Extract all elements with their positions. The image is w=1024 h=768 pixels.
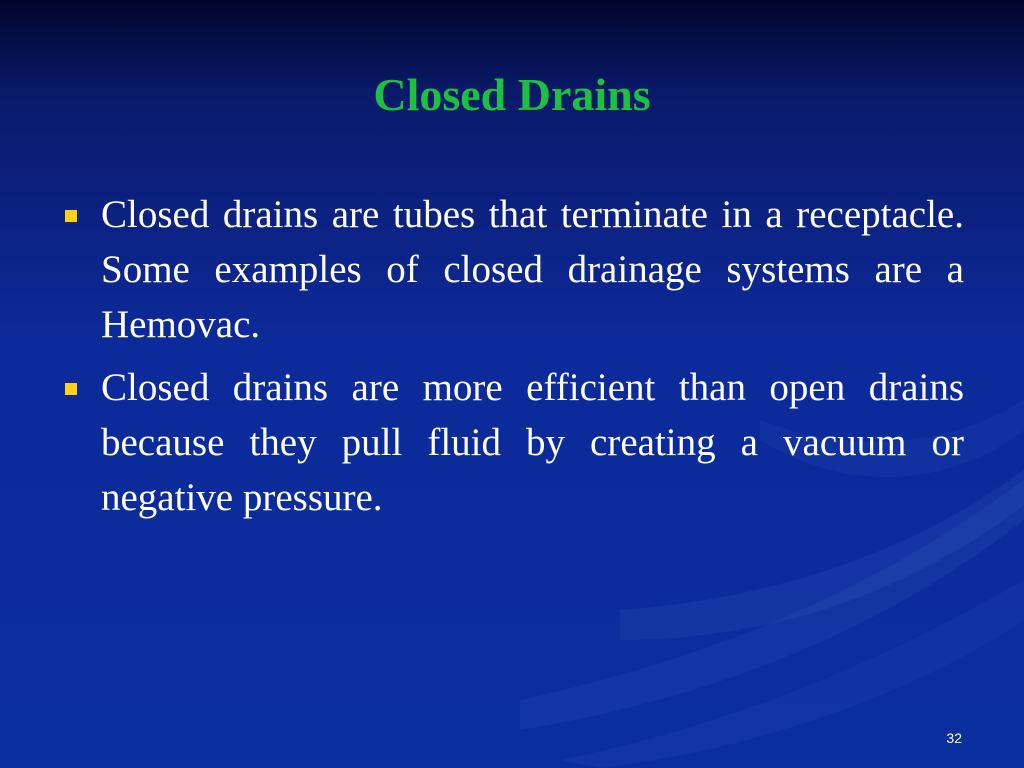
square-bullet-icon xyxy=(65,210,77,222)
bullet-text: Closed drains are more efficient than open drains because they pull fluid by creating a vacuum or negative pressure. xyxy=(101,366,964,519)
square-bullet-icon xyxy=(65,383,77,395)
bullet-item xyxy=(60,187,964,352)
bullet-list xyxy=(60,187,964,533)
bullet-item xyxy=(60,360,964,525)
slide-title: Closed Drains xyxy=(373,69,651,120)
slide-number: 32 xyxy=(946,730,962,746)
bullet-text: Closed drains are tubes that terminate in a receptacle. Some examples of closed drainage systems are a Hemovac. xyxy=(101,193,964,346)
